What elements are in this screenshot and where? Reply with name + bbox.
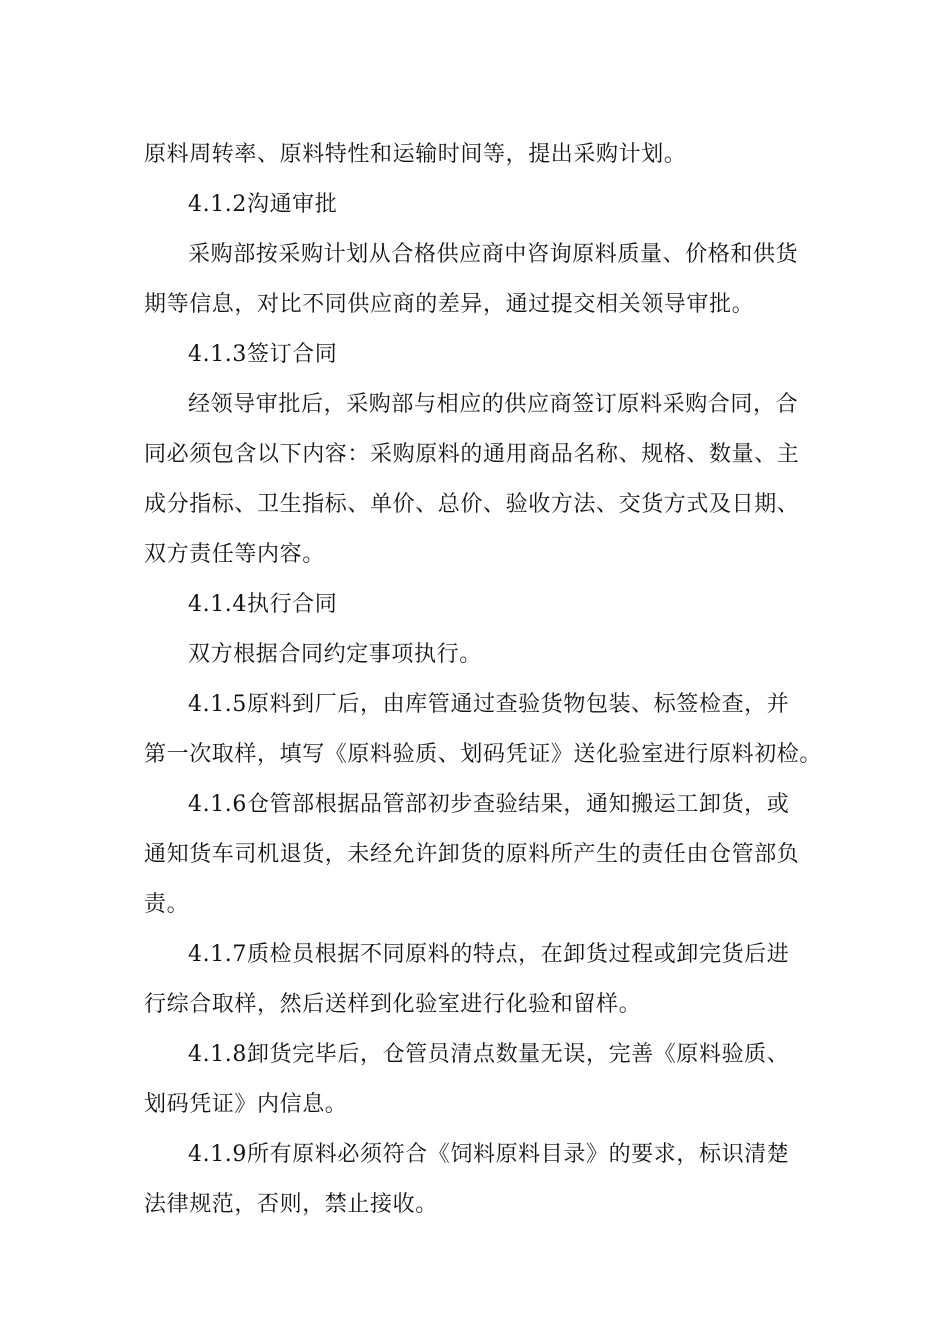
numbered-paragraph: 4.1.7质检员根据不同原料的特点，在卸货过程或卸完货后进 [188,942,790,967]
numbered-paragraph: 4.1.9所有原料必须符合《饲料原料目录》的要求，标识清楚 [188,1142,790,1167]
numbered-paragraph: 4.1.5原料到厂后，由库管通过查验货物包装、标签检查，并 [188,692,790,717]
section-heading: 4.1.2沟通审批 [188,192,338,217]
text-line: 成分指标、卫生指标、单价、总价、验收方法、交货方式及日期、 [144,492,800,517]
text-line: 原料周转率、原料特性和运输时间等，提出采购计划。 [144,142,687,167]
text-line: 法律规范，否则，禁止接收。 [144,1192,438,1217]
text-line: 期等信息，对比不同供应商的差异，通过提交相关领导审批。 [144,292,755,317]
text-line: 第一次取样，填写《原料验质、划码凭证》送化验室进行原料初检。 [144,742,823,767]
numbered-paragraph: 4.1.6仓管部根据品管部初步查验结果，通知搬运工卸货，或 [188,792,790,817]
text-line: 双方责任等内容。 [144,542,325,567]
document-body [144,130,823,1230]
numbered-paragraph: 4.1.8卸货完毕后，仓管员清点数量无误，完善《原料验质、 [188,1042,790,1067]
text-line: 双方根据合同约定事项执行。 [188,642,482,667]
text-line: 行综合取样，然后送样到化验室进行化验和留样。 [144,992,642,1017]
text-line: 划码凭证》内信息。 [144,1092,348,1117]
text-line: 经领导审批后，采购部与相应的供应商签订原料采购合同，合 [188,392,799,417]
section-heading: 4.1.3签订合同 [188,342,338,367]
text-line: 责。 [144,892,190,917]
section-heading: 4.1.4执行合同 [188,592,338,617]
text-line: 通知货车司机退货，未经允许卸货的原料所产生的责任由仓管部负 [144,842,800,867]
text-line: 采购部按采购计划从合格供应商中咨询原料质量、价格和供货 [188,242,799,267]
text-line: 同必须包含以下内容：采购原料的通用商品名称、规格、数量、主 [144,442,800,467]
